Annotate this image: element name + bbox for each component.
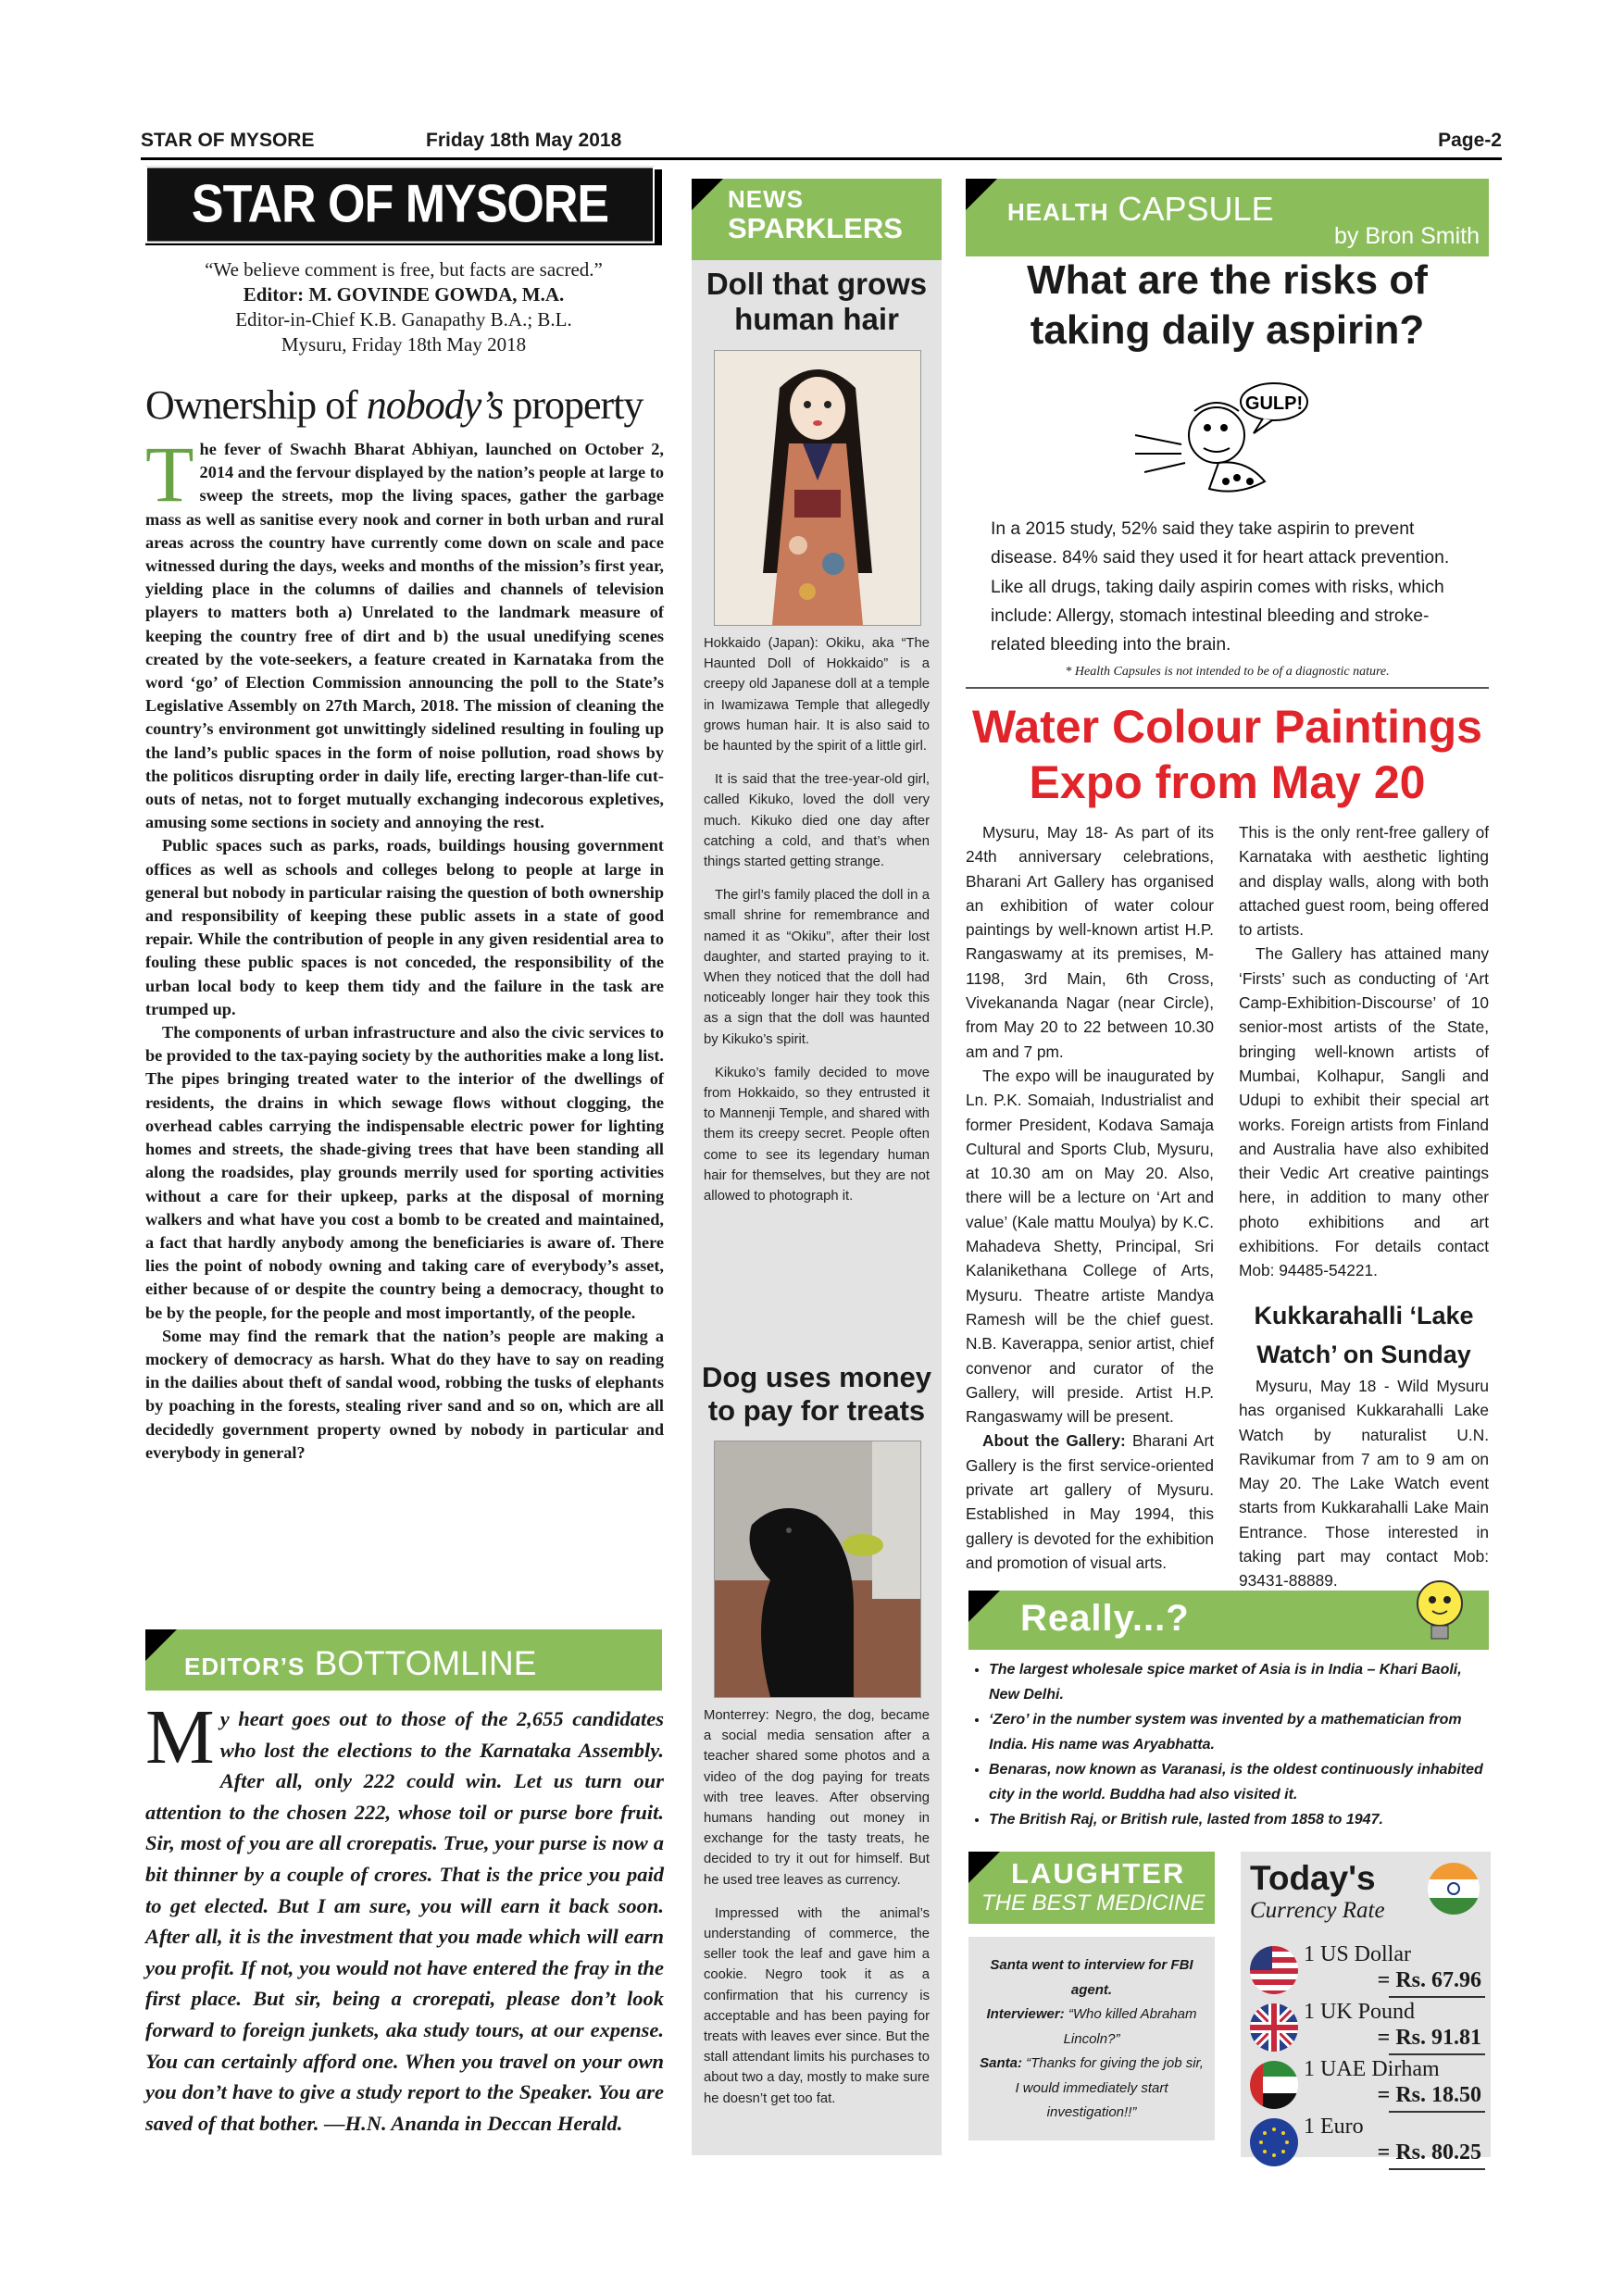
dog-paragraph: Impressed with the animal’s understanding of commerce, the seller took the leaf and gave him a cookie. Negro took it as a confirmation that his currency is acceptable and has been paying for treats with leaves ever since. But the stall attendant limits his purchases to about two a day, mostly to make sure he doesn’t get too fat. (704, 1905, 930, 2106)
banner-corner (145, 1629, 177, 1661)
bottomline-label (184, 1644, 536, 1683)
health-byline: by Bron Smith (1333, 223, 1480, 249)
label-rest: CAPSULE (1108, 190, 1274, 228)
dog-image (715, 1441, 920, 1697)
label-rest: BOTTOMLINE (305, 1644, 537, 1682)
lightbulb-icon (1407, 1574, 1472, 1648)
currency-row (1241, 2115, 1491, 2172)
currency-row (1241, 1942, 1491, 2000)
fact-item: • Benaras, now known as Varanasi, is the oldest continuously inhabited city in the world. Buddha had also visited it. (989, 1757, 1491, 1807)
joke-speaker: Santa: (980, 2055, 1022, 2071)
laughter-banner (968, 1852, 1215, 1924)
currency-rate: = Rs. 18.50 (1377, 2083, 1481, 2107)
currency-row (1241, 2000, 1491, 2057)
drop-cap: M (145, 1694, 215, 1780)
lake-watch-body (1239, 1374, 1489, 1593)
editorial-paragraph: Public spaces such as parks, roads, buildings housing government offices as well as schools and colleges belong to people at large in general but nobody in particular raising the question of both ownership and responsibility of keeping these public assets in a state of good repair. While the contribution of people in any given residential area to fouling these public spaces is not conceded, the responsibility of the urban local body to keep them tidy and the failure in the task are trumped up. (145, 836, 664, 1018)
dateline: Mysuru, Friday 18th May 2018 (281, 333, 527, 356)
bottomline-text: y heart goes out to those of the 2,655 candidates who lost the elections to the Karnataka Assembly. After all, only 222 could win. Let us turn our attention to the chosen 222, whose toil or purse bore fruit. Sir, most of you are all crorepatis. True, your purse is now a bit thinner by a couple of crores. That is the price you paid to get elected. But I am sure, you will earn it back soon. After all, it is the investment that you made which will earn you profit. If not, you would not have entered the fray in the first place. But sir, being a crorepati, please don’t look forward to foreign junkets, aka study tours, at our expense. You can certainly afford one. When you travel on your own you don’t have to give a study report to the Speaker. You are saved of that bother. —H.N. Ananda in Deccan Herald. (145, 1707, 664, 2135)
currency-name: 1 Euro (1304, 2115, 1364, 2139)
expo-column-2 (1239, 820, 1489, 1283)
joke-line: “Who killed Abraham Lincoln?” (1063, 2006, 1197, 2047)
headline-italic: nobody’s (366, 382, 504, 428)
dog-photo (714, 1441, 921, 1698)
expo-column-1 (966, 820, 1214, 1575)
expo-paragraph: The Gallery has attained many ‘Firsts’ such as conducting of ‘Art Camp-Exhibition-Discourse’ of 10 senior-most artists of the State, bringing well-known artists of Mumbai, Kolhapur, Sangli and Udupi to exhibit their special art works. Foreign artists from Finland and Australia have also exhibited their Vedic Art creative paintings here, in addition to many other photo exhibitions and art exhibitions. For details contact Mob: 94485-54221. (1239, 944, 1489, 1280)
motto: “We believe comment is free, but facts are sacred.” (205, 258, 603, 281)
joke-line: Santa went to interview for FBI agent. (990, 1957, 1193, 1998)
expo-subhead: About the Gallery: (982, 1431, 1126, 1451)
headline-part: property (503, 382, 643, 428)
currency-name: 1 UK Pound (1304, 2000, 1416, 2024)
bottomline-body (145, 1694, 664, 2139)
news-sparklers-banner (692, 179, 942, 260)
news-label-line: NEWS (728, 185, 804, 213)
editorial-paragraph: he fever of Swachh Bharat Abhiyan, launched on October 2, 2014 and the fervour displayed by the nation’s people at large to sweep the streets, mop the living spaces, gather the garbage mass as well as sanitise every nook and corner in both urban and rural areas across the country have currently come down on scale and pace witnessed during the days, weeks and months of the mission’s first year, yielding place in the columns of dailies and channels of television players to matters both a) Unrelated to the landmark measure of keeping the country free of dirt and b) the usual unedifying scenes created by the vote-seekers, a feature created in Karnataka from the word ‘go’ of Election Commission announcing the poll to the State’s Legislative Assembly on 27th March, 2018. The mission of cleaning the country’s environment got unwittingly sidelined resulting in fouling up the land’s public spaces in the form of noise pollution, road shows by the politicos disrupting order in daily life, erecting larger-than-life cut-outs of netas, not to forget mutually exchanging indecorous expletives, amusing some sections in society and annoying the rest. (145, 440, 664, 832)
lake-watch-headline: Kukkarahalli ‘Lake Watch’ on Sunday (1254, 1302, 1474, 1368)
drop-cap: T (145, 430, 194, 518)
expo-paragraph: This is the only rent-free gallery of Karnataka with aesthetic lighting and display walls, along with both attached guest room, being offered to artists. (1239, 823, 1489, 940)
masthead (145, 169, 662, 245)
chief-editor-line: Editor-in-Chief K.B. Ganapathy B.A.; B.L. (235, 308, 572, 331)
banner-corner (968, 1852, 1000, 1883)
banner-corner (968, 1591, 1000, 1622)
expo-paragraph: Mysuru, May 18- As part of its 24th anniversary celebrations, Bharani Art Gallery has organised an exhibition of water colour paintings by well-known artist H.P. Rangaswamy at its premises, M-1198, 3rd Main, 6th Cross, Vivekananda Nagar (near Circle), from May 20 to 22 between 10.30 am and 7 pm. (966, 823, 1214, 1061)
bottomline-banner (145, 1629, 662, 1691)
editorial-paragraph: The components of urban infrastructure and also the civic services to be provided to the tax-paying society by the authorities make a long list. The pipes bringing treated water to the interior of the dwellings of residents, the drains in which sewage flows without clogging, the overhead cables carrying the indispensable electric power for lighting homes and streets, the shade-giving trees that have been standing all along the roadsides, play grounds merrily used for sporting activities without a care for their upkeep, parks at the disposal of morning walkers and what have you cost a bomb to be created and maintained, a fact that hardly anybody among the beneficiaries is aware of. There lies the point of nobody owning and taking care of everybody’s asset, either because of or despite the country being a democracy, thought to be by the people, for the people and most importantly, of the people. (145, 1023, 664, 1322)
really-facts (963, 1657, 1491, 1832)
editorial-headline (145, 381, 662, 430)
rate-underline (1389, 1996, 1485, 1998)
editor-line: Editor: M. GOVINDE GOWDA, M.A. (243, 283, 565, 306)
doll-image (715, 351, 920, 625)
health-body: In a 2015 study, 52% said they take aspirin to prevent disease. 84% said they used it for heart attack prevention. Like all drugs, taking daily aspirin comes with risks, which include: Allergy, stomach intestinal bleeding and stroke-related bleeding into the brain. (991, 519, 1450, 655)
page-header (141, 130, 1502, 160)
dog-story (704, 1705, 930, 2122)
news-label (728, 184, 903, 243)
currency-rate: = Rs. 80.25 (1377, 2140, 1481, 2165)
fact-item: • The British Raj, or British rule, lasted from 1858 to 1947. (989, 1807, 1491, 1832)
expo-headline: Water Colour Paintings Expo from May 20 (972, 701, 1482, 808)
us-flag-icon (1250, 1946, 1298, 1994)
news-label-line: SPARKLERS (728, 212, 903, 244)
uae-flag-icon (1250, 2061, 1298, 2109)
eu-flag-icon (1250, 2118, 1298, 2166)
india-flag-icon (1426, 1861, 1481, 1916)
laughter-joke (978, 1953, 1206, 2126)
header-paper-name: STAR OF MYSORE (141, 130, 315, 151)
laughter-label: LAUGHTER (1011, 1857, 1186, 1890)
currency-row (1241, 2057, 1491, 2115)
masthead-credits (145, 257, 662, 357)
lake-paragraph: Mysuru, May 18 - Wild Mysuru has organised Kukkarahalli Lake Watch by naturalist U.N. Ravikumar from 7 am to 9 am on May 20. The Lake Watch event starts from Kukkarahalli Lake Main Entrance. Those interested in taking part may contact Mob: 93431-88889. (1239, 1377, 1489, 1591)
editorial-paragraph: Some may find the remark that the nation’s people are making a mockery of democracy as harsh. What do they have to say on reading in the dailies about theft of sandal wood, robbing the tusks of elephants by poaching in the forests, stealing river sand and so on, which are all decidedly government property owned by nobody in particular and everybody in general? (145, 1326, 664, 1462)
banner-corner (692, 179, 723, 210)
headline-part: Ownership of (145, 382, 367, 428)
banner-corner (966, 179, 997, 210)
doll-paragraph: Kikuko’s family decided to move from Hokkaido, so they entrusted it to Mannenji Temple, and shared with them its creepy secret. People often come to see its legendary human hair for themselves, but they are not allowed to photograph it. (704, 1065, 930, 1204)
doll-headline: Doll that grows human hair (706, 267, 928, 336)
laughter-sublabel: THE BEST MEDICINE (981, 1890, 1206, 1915)
header-page-number: Page-2 (1438, 130, 1502, 151)
rate-underline (1389, 2111, 1485, 2113)
currency-rate: = Rs. 91.81 (1377, 2026, 1481, 2050)
health-label (1007, 190, 1274, 229)
really-label: Really...? (1020, 1598, 1190, 1639)
section-divider (966, 687, 1489, 689)
currency-subtitle: Currency Rate (1250, 1898, 1385, 1923)
aspirin-cartoon (1107, 370, 1339, 500)
joke-speaker: Interviewer: (986, 2006, 1065, 2022)
label-bold: HEALTH (1007, 198, 1109, 226)
editorial-body (145, 430, 664, 1465)
currency-title: Today's (1250, 1859, 1376, 1897)
doll-story (704, 633, 930, 1219)
currency-name: 1 UAE Dirham (1304, 2057, 1440, 2081)
expo-paragraph: The expo will be inaugurated by Ln. P.K. Somaiah, Industrialist and former President, Kodava Samaja Cultural and Sports Club, Mysuru, at 10.30 am on May 20. Also, there will be a lecture on ‘Art and value’ (Kale mattu Moulya) by K.C. Mahadeva Shetty, Principal, Sri Kalanikethana College of Arts, Mysuru. Theatre artiste Mandya Ramesh will be the chief guest. N.B. Kaverappa, senior artist, chief convenor and curator of the Gallery, will preside. Artist H.P. Rangaswamy will be present. (966, 1066, 1214, 1427)
cartoon-speech: GULP! (1244, 393, 1304, 414)
doll-paragraph: The girl’s family placed the doll in a small shrine for remembrance and named it as “Okiku”, after their lost daughter, and started praying to it. When they noticed that the doll had noticeably longer hair they took this as a sign that the doll was haunted by Kikuko’s spirit. (704, 888, 930, 1047)
health-headline: What are the risks of taking daily aspirin? (1027, 257, 1428, 353)
doll-photo (714, 350, 921, 626)
label-bold: EDITOR’S (184, 1653, 306, 1680)
fact-item: • The largest wholesale spice market of Asia is in India – Khari Baoli, New Delhi. (989, 1657, 1491, 1707)
health-disclaimer: * Health Capsules is not intended to be of a diagnostic nature. (1065, 665, 1390, 679)
health-capsule-banner (966, 179, 1489, 256)
uk-flag-icon (1250, 2003, 1298, 2052)
rate-underline (1389, 2053, 1485, 2055)
dog-headline: Dog uses money to pay for treats (701, 1361, 932, 1427)
expo-paragraph: Bharani Art Gallery is the first service-oriented private art gallery of Mysuru. Established in May 1994, this gallery is devoted for the exhibition and promotion of visual arts. (966, 1431, 1214, 1572)
joke-line: “Thanks for giving the job sir, I would immediately start investigation!!” (1015, 2055, 1204, 2120)
masthead-title: STAR OF MYSORE (145, 166, 655, 243)
currency-name: 1 US Dollar (1304, 1942, 1411, 1966)
doll-caption: Hokkaido (Japan): Okiku, aka “The Haunted Doll of Hokkaido” is a creepy old Japanese doll at a temple in Iwamizawa Temple that allegedly grows human hair. It is also said to be haunted by the spirit of a little girl. (704, 636, 930, 755)
rate-underline (1389, 2168, 1485, 2170)
doll-paragraph: It is said that the tree-year-old girl, called Kikuko, loved the doll very much. Kikuko died one day after catching a cold, and that’s when things started getting strange. (704, 772, 930, 870)
dog-caption: Monterrey: Negro, the dog, became a social media sensation after a teacher shared some photos and a video of the dog paying for treats with tree leaves. After observing humans handing out money in exchange for the tasty treats, he decided to try it out for himself. But he used tree leaves as currency. (704, 1708, 930, 1888)
header-date: Friday 18th May 2018 (426, 130, 622, 151)
fact-item: • ‘Zero’ in the number system was invented by a mathematician from India. His name was Aryabhatta. (989, 1707, 1491, 1757)
currency-rate: = Rs. 67.96 (1377, 1968, 1481, 1992)
